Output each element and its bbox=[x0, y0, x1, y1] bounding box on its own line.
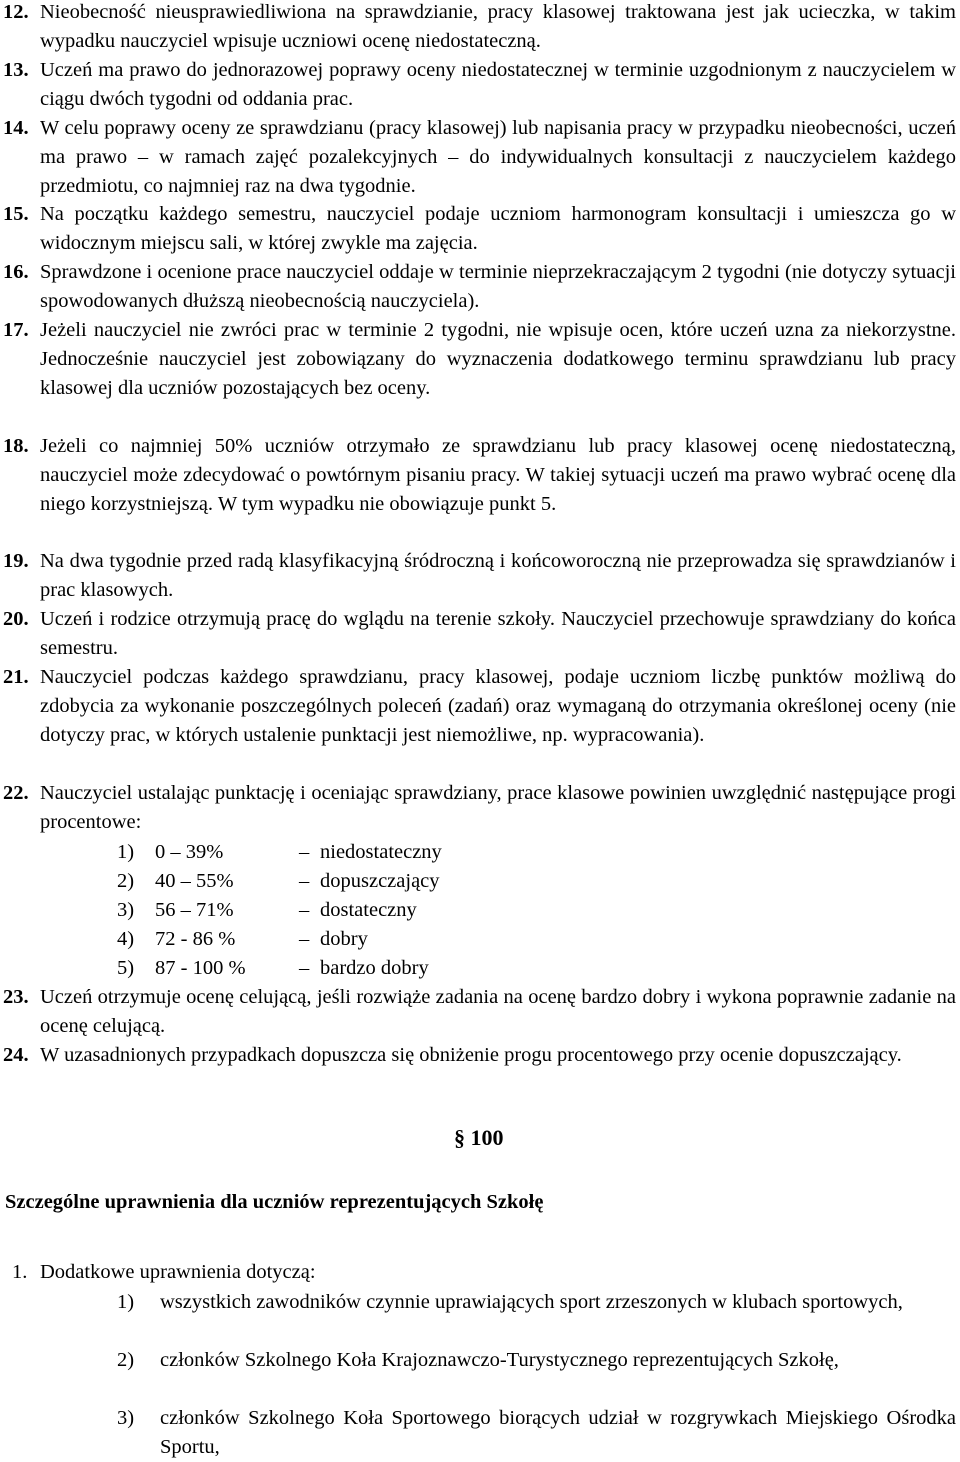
item-text: Nieobecność nieusprawiedliwiona na sprawdzianie, pracy klasowej traktowana jest jak ucieczka, w takim wypadku nauczyciel wpisuje uczniowi ocenę niedostateczną. bbox=[40, 1, 956, 52]
item-number: 12. bbox=[3, 1, 29, 23]
subitem-number: 3) bbox=[117, 1407, 135, 1429]
item-number: 18. bbox=[3, 435, 29, 457]
grade-dash: – bbox=[299, 870, 310, 892]
grade-range: 0 – 39% bbox=[155, 841, 224, 863]
item-number: 21. bbox=[3, 666, 29, 688]
point-number: 1. bbox=[12, 1261, 28, 1283]
section-number: § 100 bbox=[454, 1125, 504, 1150]
grade-name: bardzo dobry bbox=[320, 957, 429, 979]
item-number: 16. bbox=[3, 261, 29, 283]
grade-number: 1) bbox=[117, 841, 135, 863]
grade-dash: – bbox=[299, 957, 310, 979]
grade-range: 72 - 86 % bbox=[155, 928, 236, 950]
item-text: Na dwa tygodnie przed radą klasyfikacyjną śródroczną i końcoworoczną nie przeprowadza się sprawdzianów i prac klasowych. bbox=[40, 550, 956, 601]
rule-item-15 bbox=[0, 200, 956, 258]
rights-subitem bbox=[0, 1346, 956, 1375]
subitem-text: wszystkich zawodników czynnie uprawiających sport zrzeszonych w klubach sportowych, bbox=[160, 1291, 903, 1313]
section-title: Szczególne uprawnienia dla uczniów reprezentujących Szkołę bbox=[5, 1191, 544, 1213]
item-text: Na początku każdego semestru, nauczyciel podaje uczniom harmonogram konsultacji i umieszcza go w widocznym miejscu sali, w której zwykle ma zajęcia. bbox=[40, 203, 956, 254]
item-number: 14. bbox=[3, 117, 29, 139]
grade-name: dostateczny bbox=[320, 899, 417, 921]
item-text: Uczeń i rodzice otrzymują pracę do wglądu na terenie szkoły. Nauczyciel przechowuje sprawdziany do końca semestru. bbox=[40, 608, 956, 659]
item-number: 20. bbox=[3, 608, 29, 630]
item-number: 22. bbox=[3, 782, 29, 804]
rule-item-21 bbox=[0, 663, 956, 750]
point-text: Dodatkowe uprawnienia dotyczą: bbox=[40, 1261, 316, 1283]
item-text: Uczeń ma prawo do jednorazowej poprawy oceny niedostatecznej w terminie uzgodnionym z nauczycielem w ciągu dwóch tygodni od oddania prac. bbox=[40, 59, 956, 110]
rule-item-17 bbox=[0, 316, 956, 403]
rule-item-24 bbox=[0, 1041, 956, 1070]
rule-item-13 bbox=[0, 56, 956, 114]
rights-subitem bbox=[0, 1288, 956, 1317]
grade-range: 87 - 100 % bbox=[155, 957, 246, 979]
item-text: Sprawdzone i ocenione prace nauczyciel oddaje w terminie nieprzekraczającym 2 tygodni (nie dotyczy sytuacji spowodowanych dłuższą nieobecnością nauczyciela). bbox=[40, 261, 956, 312]
grade-dash: – bbox=[299, 928, 310, 950]
rule-item-14 bbox=[0, 114, 956, 201]
item-number: 13. bbox=[3, 59, 29, 81]
rule-item-16 bbox=[0, 258, 956, 316]
grade-number: 4) bbox=[117, 928, 135, 950]
grade-name: dopuszczający bbox=[320, 870, 440, 892]
item-number: 17. bbox=[3, 319, 29, 341]
grade-number: 3) bbox=[117, 899, 135, 921]
rule-item-19 bbox=[0, 547, 956, 605]
grade-number: 2) bbox=[117, 870, 135, 892]
item-number: 15. bbox=[3, 203, 29, 225]
grade-range: 40 – 55% bbox=[155, 870, 234, 892]
rights-subitem bbox=[0, 1404, 956, 1462]
subitem-text: członków Szkolnego Koła Krajoznawczo-Turystycznego reprezentujących Szkołę, bbox=[160, 1349, 839, 1371]
item-text: Jeżeli co najmniej 50% uczniów otrzymało ze sprawdzianu lub pracy klasowej ocenę niedostateczną, nauczyciel może zdecydować o powtórnym pisaniu pracy. W takiej sytuacji uczeń ma prawo wybrać ocenę dla niego korzystniejszą. W tym wypadku nie obowiązuje punkt 5. bbox=[40, 435, 956, 515]
grade-dash: – bbox=[299, 899, 310, 921]
subitem-text: członków Szkolnego Koła Sportowego biorących udział w rozgrywkach Miejskiego Ośrodka Sportu, bbox=[160, 1407, 956, 1458]
rule-item-18 bbox=[0, 432, 956, 519]
subitem-number: 2) bbox=[117, 1349, 135, 1371]
rule-item-12 bbox=[0, 0, 956, 56]
item-number: 24. bbox=[3, 1044, 29, 1066]
item-number: 23. bbox=[3, 986, 29, 1008]
grade-name: niedostateczny bbox=[320, 841, 442, 863]
subitem-number: 1) bbox=[117, 1291, 135, 1313]
item-text: Nauczyciel podczas każdego sprawdzianu, pracy klasowej, podaje uczniom liczbę punktów możliwą do zdobycia za wykonanie poszczególnych poleceń (zadań) oraz wymaganą do otrzymania określonej oceny (nie dotyczy prac, w których ustalenie punktacji jest niemożliwe, np. wypracowania). bbox=[40, 666, 956, 746]
rule-item-23 bbox=[0, 983, 956, 1041]
item-text: Jeżeli nauczyciel nie zwróci prac w terminie 2 tygodni, nie wpisuje ocen, które uczeń uzna za niekorzystne. Jednocześnie nauczyciel jest zobowiązany do wyznaczenia dodatkowego terminu sprawdzianu lub pracy klasowej dla uczniów pozostających bez oceny. bbox=[40, 319, 956, 399]
rule-item-22 bbox=[0, 779, 956, 837]
item-text: W celu poprawy oceny ze sprawdzianu (pracy klasowej) lub napisania pracy w przypadku nieobecności, uczeń ma prawo – w ramach zajęć pozalekcyjnych – do indywidualnych konsultacji z nauczycielem każdego przedmiotu, co najmniej raz na dwa tygodnie. bbox=[40, 117, 956, 197]
grade-name: dobry bbox=[320, 928, 368, 950]
item-number: 19. bbox=[3, 550, 29, 572]
item-text: Nauczyciel ustalając punktację i oceniając sprawdziany, prace klasowe powinien uwzględnić następujące progi procentowe: bbox=[40, 782, 956, 833]
rule-item-20 bbox=[0, 605, 956, 663]
grade-range: 56 – 71% bbox=[155, 899, 234, 921]
grade-number: 5) bbox=[117, 957, 135, 979]
item-text: W uzasadnionych przypadkach dopuszcza się obniżenie progu procentowego przy ocenie dopuszczający. bbox=[40, 1044, 902, 1066]
item-text: Uczeń otrzymuje ocenę celującą, jeśli rozwiąże zadania na ocenę bardzo dobry i wykona poprawnie zadanie na ocenę celującą. bbox=[40, 986, 956, 1037]
grade-dash: – bbox=[299, 841, 310, 863]
